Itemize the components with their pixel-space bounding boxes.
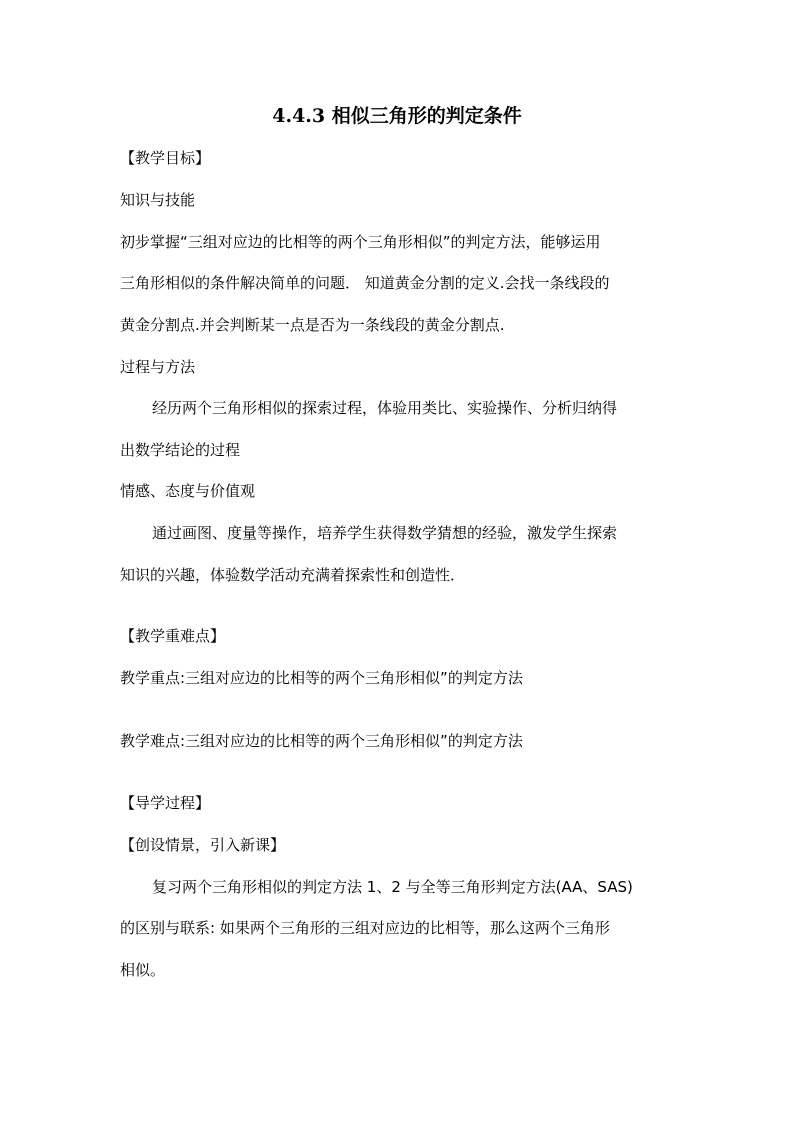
paragraph-line: 经历两个三角形相似的探索过程，体验用类比、实验操作、分析归纳得	[152, 399, 618, 417]
difficult-point-line: 教学难点:三组对应边的比相等的两个三角形相似”的判定方法	[120, 732, 523, 750]
section-heading-scenario: 【创设情景，引入新课】	[120, 836, 286, 854]
subheading-process-method: 过程与方法	[120, 358, 196, 376]
paragraph-line: 出数学结论的过程	[120, 441, 241, 459]
paragraph-line: 相似。	[120, 961, 166, 979]
key-point-line: 教学重点:三组对应边的比相等的两个三角形相似”的判定方法	[120, 669, 523, 687]
section-heading-learning-process: 【导学过程】	[120, 794, 211, 812]
paragraph-line: 初步掌握“三组对应边的比相等的两个三角形相似”的判定方法，能够运用	[120, 233, 601, 251]
paragraph-line: 三角形相似的条件解决简单的问题． 知道黄金分割的定义.会找一条线段的	[120, 274, 610, 292]
paragraph-line: 黄金分割点.并会判断某一点是否为一条线段的黄金分割点.	[120, 316, 505, 334]
section-heading-key-points: 【教学重难点】	[120, 627, 226, 645]
section-heading-teaching-goals: 【教学目标】	[120, 149, 211, 167]
subheading-knowledge-skills: 知识与技能	[120, 191, 196, 209]
subheading-emotion-attitude: 情感、态度与价值观	[120, 482, 256, 500]
paragraph-line: 知识的兴趣，体验数学活动充满着探索性和创造性．	[120, 566, 466, 584]
paragraph-line: 通过画图、度量等操作，培养学生获得数学猜想的经验，激发学生探索	[152, 524, 618, 542]
paragraph-line: 复习两个三角形相似的判定方法 1、2 与全等三角形判定方法(AA、SAS)	[152, 878, 633, 896]
document-title: 4.4.3 相似三角形的判定条件	[272, 105, 522, 127]
paragraph-line: 的区别与联系: 如果两个三角形的三组对应边的比相等，那么这两个三角形	[120, 919, 610, 937]
